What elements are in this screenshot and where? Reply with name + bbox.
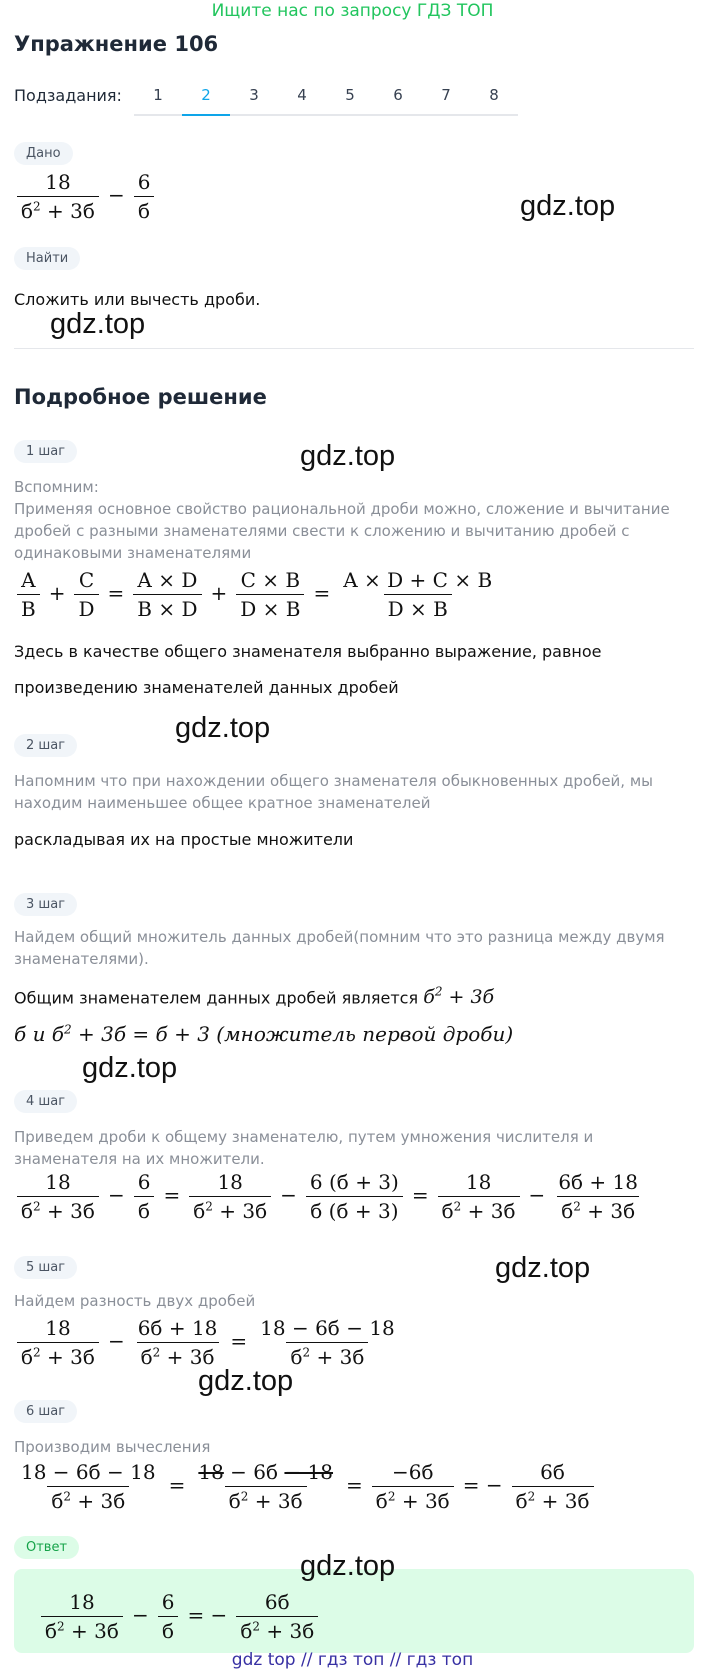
subtask-tabs [134,78,518,116]
subtask-tab-7[interactable]: 7 [422,78,470,116]
divider [14,348,694,349]
watermark: gdz.top [520,190,616,222]
step-3-chip: 3 шаг [14,893,77,916]
subtask-tab-5[interactable]: 5 [326,78,374,116]
watermark: gdz.top [82,1052,178,1084]
step-1-note-1: Здесь в качестве общего знаменателя выбранно выражение, равное [14,642,602,661]
watermark: gdz.top [175,712,271,744]
given-expression: 18 $б^2 + 3б$ − 6 б [14,170,157,223]
watermark: gdz.top [198,1365,294,1397]
subtask-tab-3[interactable]: 3 [230,78,278,116]
step-1-text: Применяя основное свойство рациональной дроби можно, сложение и вычитание дробей с разными знаменателями свести к сложению и вычитанию дробей с одинаковыми знаменателями [14,500,670,562]
page-title: Упражнение 106 [14,32,219,56]
subtask-tab-6[interactable]: 6 [374,78,422,116]
find-text: Сложить или вычесть дроби. [14,290,261,309]
subtask-tab-2[interactable]: 2 [182,78,230,116]
step-6-text: Производим вычесления [14,1438,211,1456]
step-4-formula: 18 $б^2 + 3б$ − 6 б = 18 $б^2 + 3б$ − 6 (б + 3) б (б + 3) = 18 $б^2 + 3б$ − 6б + 18 $б^2 + 3б$ [14,1170,645,1223]
answer-chip: Ответ [14,1536,79,1559]
step-1-formula: $\frac{A}{B}$ + $\frac{C}{D}$ = $\frac{A \times D}{B \times D}$ + $\frac{C \times B}{D \times B}$ = $\frac{A \times D + C \times B}{D \times B}$ [14,568,499,621]
answer-formula: 18 $б^2 + 3б$ − 6 б = − 6б $б^2 + 3б$ [38,1590,321,1643]
find-chip: Найти [14,247,80,270]
step-2-chip: 2 шаг [14,734,77,757]
step-1-note-2: произведению знаменателей данных дробей [14,678,399,697]
step-5-formula: 18 $б^2 + 3б$ − 6б + 18 $б^2 + 3б$ = 18 − 6б − 18 $б^2 + 3б$ [14,1316,402,1369]
given-chip: Дано [14,142,73,165]
step-5-text: Найдем разность двух дробей [14,1292,256,1310]
step-1-recall: Вспомним: [14,478,99,496]
step-6-formula: 18 − 6б − 18 $б^2 + 3б$ = 18 − 6б − 18 $б^2 + 3б$ = −6б $б^2 + 3б$ = − 6б $б^2 + 3б$ [14,1460,597,1513]
watermark: gdz.top [495,1252,591,1284]
watermark: gdz.top [300,1550,396,1582]
step-4-text: Приведем дроби к общему знаменателю, путем умножения числителя и знаменателя на их множители. [14,1128,594,1168]
subtask-tab-8[interactable]: 8 [470,78,518,116]
step-1-chip: 1 шаг [14,440,77,463]
step-3-text: Найдем общий множитель данных дробей(помним что это разница между двумя знаменателями). [14,928,665,968]
step-2-note: раскладывая их на простые множители [14,830,354,849]
footer-links[interactable]: gdz top // гдз топ // гдз топ [231,1650,474,1670]
promo-banner: Ищите нас по запросу ГДЗ ТОП [211,1,494,21]
step-4-chip: 4 шаг [14,1090,77,1113]
step-5-chip: 5 шаг [14,1256,77,1279]
step-3-note: Общим знаменателем данных дробей является $б^2 + 3б$ [14,985,495,1009]
subtasks-label: Подзадания: [14,86,122,105]
watermark: gdz.top [300,440,396,472]
step-3-note-text: Общим знаменателем данных дробей является [14,988,419,1008]
step-6-chip: 6 шаг [14,1400,77,1423]
solution-title: Подробное решение [14,385,267,409]
step-2-text: Напомним что при нахождении общего знаменателя обыкновенных дробей, мы находим наименьшее общее кратное знаменателей [14,772,653,812]
subtask-tab-1[interactable]: 1 [134,78,182,116]
watermark: gdz.top [50,308,146,340]
step-3-formula: б и $б^2 + 3б = б + 3$ (множитель первой дроби) [14,1022,514,1046]
subtask-tab-4[interactable]: 4 [278,78,326,116]
